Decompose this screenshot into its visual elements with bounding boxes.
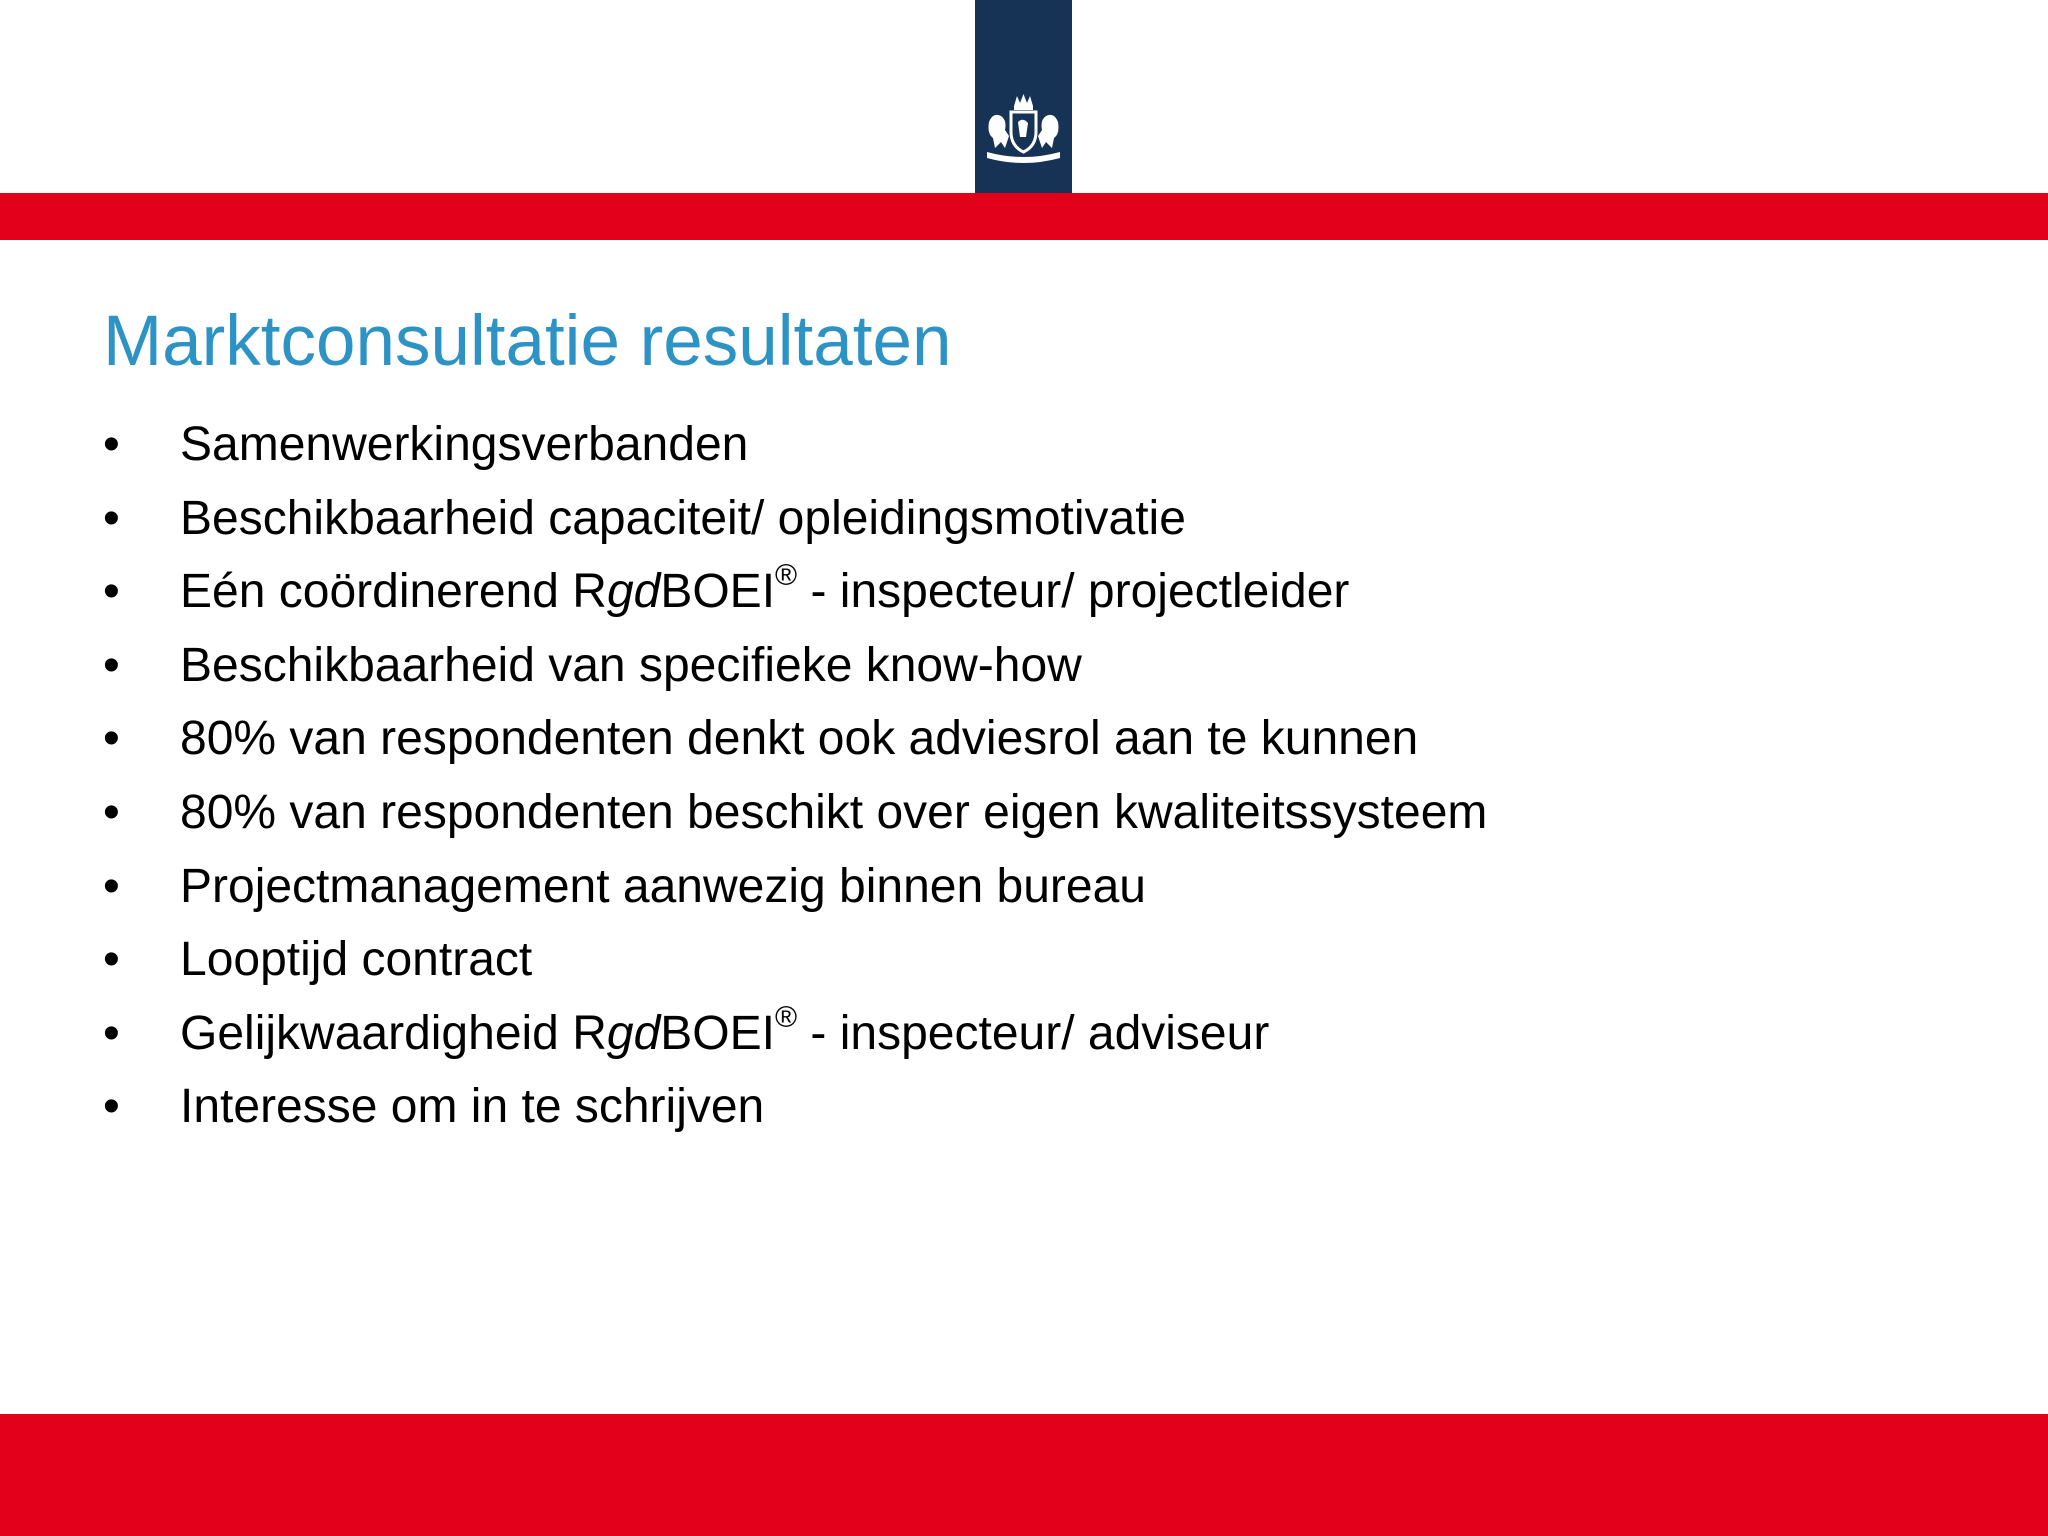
- bullet-marker: •: [103, 565, 120, 619]
- list-item: • Gelijkwaardigheid RgdBOEI® - inspecteur/ adviseur: [103, 997, 1487, 1071]
- list-item: • Eén coördinerend RgdBOEI® - inspecteur/ projectleider: [103, 555, 1487, 629]
- list-item: • 80% van respondenten denkt ook adviesrol aan te kunnen: [103, 702, 1487, 776]
- bullet-marker: •: [103, 933, 120, 987]
- bullet-marker: •: [103, 491, 120, 545]
- bullet-marker: •: [103, 418, 120, 471]
- bottom-red-band: [0, 1414, 2048, 1536]
- bullet-list: [103, 408, 1487, 1144]
- bullet-marker: •: [103, 638, 120, 692]
- bullet-marker: •: [103, 1080, 120, 1134]
- list-item: • Samenwerkingsverbanden: [103, 408, 1487, 482]
- list-item: • 80% van respondenten beschikt over eigen kwaliteitssysteem: [103, 776, 1487, 850]
- logo-strip: [975, 0, 1072, 193]
- list-item: • Beschikbaarheid van specifieke know-how: [103, 629, 1487, 703]
- list-item: • Looptijd contract: [103, 923, 1487, 997]
- registered-mark: ®: [774, 1000, 798, 1034]
- list-item: • Interesse om in te schrijven: [103, 1070, 1487, 1144]
- registered-mark: ®: [775, 559, 798, 593]
- slide-title: Marktconsultatie resultaten: [103, 302, 952, 381]
- top-red-band: [0, 193, 2048, 240]
- bullet-marker: •: [103, 712, 120, 766]
- list-item: • Projectmanagement aanwezig binnen bureau: [103, 850, 1487, 924]
- bullet-marker: •: [103, 1006, 120, 1060]
- list-item: • Beschikbaarheid capaciteit/ opleidingsmotivatie: [103, 482, 1487, 556]
- bullet-marker: •: [103, 785, 120, 839]
- dutch-coat-of-arms-icon: [981, 92, 1066, 168]
- bullet-marker: •: [103, 859, 120, 913]
